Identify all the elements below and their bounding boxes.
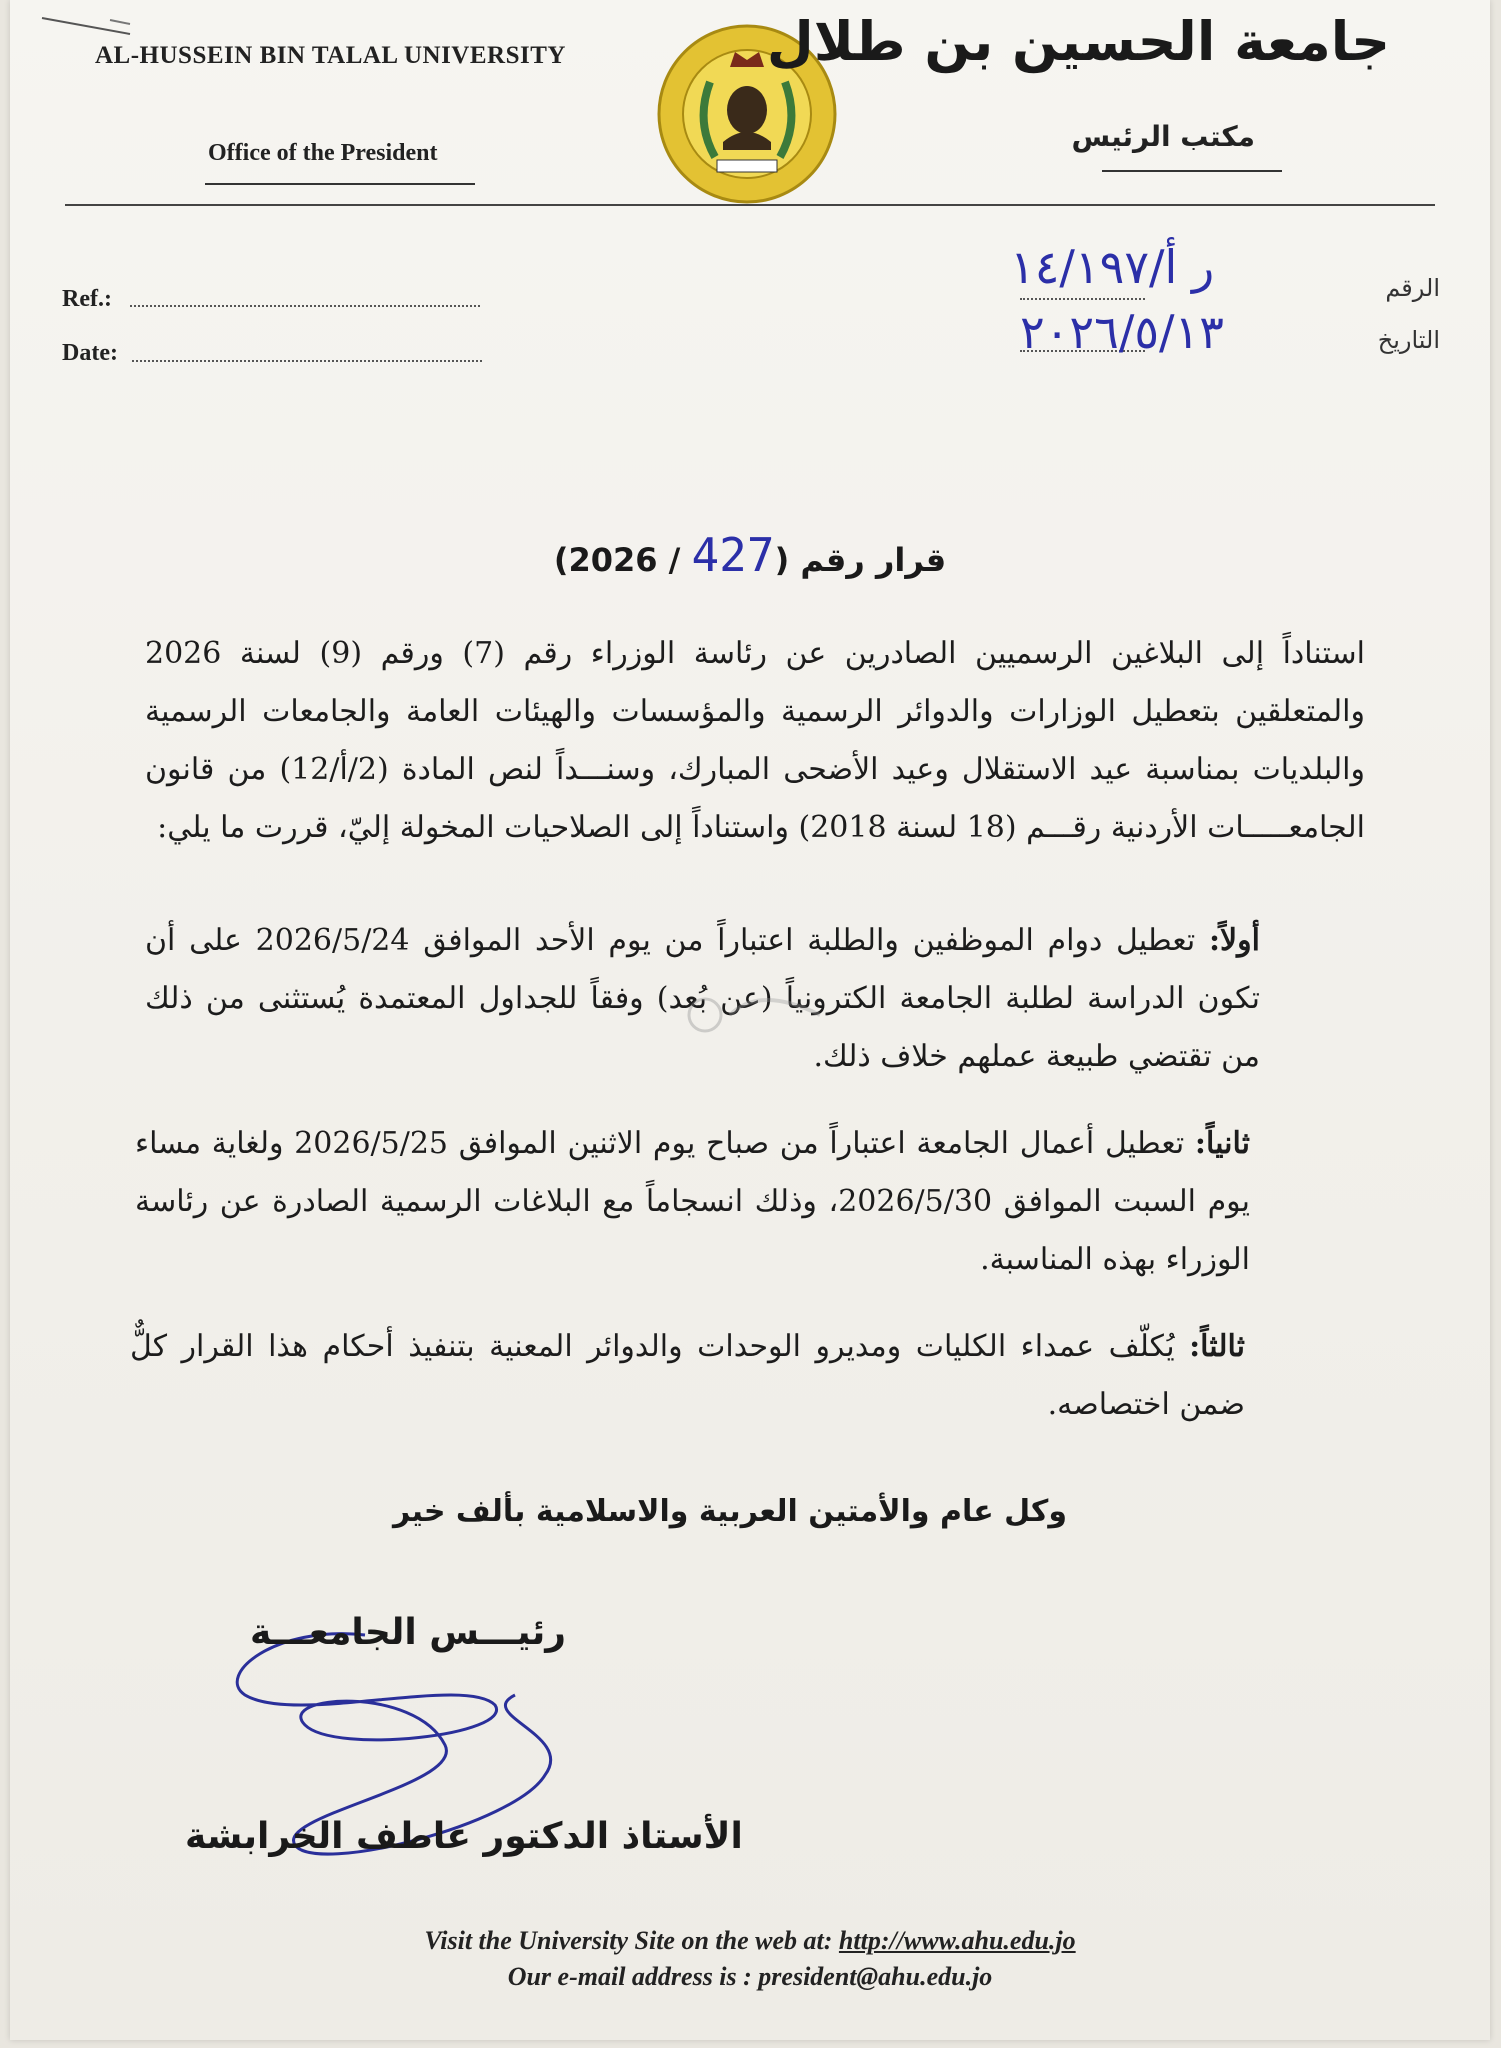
decision-item-2 xyxy=(135,1115,1250,1289)
item-label: ثانياً: xyxy=(1194,1126,1250,1161)
ref-ar-dotted-line xyxy=(1020,298,1145,300)
item-text: تعطيل أعمال الجامعة اعتباراً من صباح يوم الاثنين الموافق 2026/5/25 ولغاية مساء يوم السبت الموافق 2026/5/30، وذلك انسجاماً مع البلاغات الرسمية الصادرة عن رئاسة الوزراء بهذه المناسبة. xyxy=(135,1126,1251,1277)
greeting-line: وكل عام والأمتين العربية والاسلامية بألف خير xyxy=(392,1494,1068,1529)
date-label-ar: التاريخ xyxy=(1377,326,1440,354)
university-name-en: AL-HUSSEIN BIN TALAL UNIVERSITY xyxy=(95,42,566,69)
office-name-en: Office of the President xyxy=(208,140,438,166)
footer-visit-text: Visit the University Site on the web at: xyxy=(424,1926,839,1955)
footer-website xyxy=(10,1926,1490,1956)
ref-dotted-line xyxy=(130,305,480,307)
item-text: تعطيل دوام الموظفين والطلبة اعتباراً من يوم الأحد الموافق 2026/5/24 على أن تكون الدراسة لطلبة الجامعة الكترونياً (عن بُعد) وفقاً للجداول المعتمدة يُستثنى من ذلك من تقتضي طبيعة عملهم خلاف ذلك. xyxy=(145,923,1260,1074)
ref-label-en: Ref.: xyxy=(62,286,112,312)
decision-number: 427 xyxy=(691,528,775,582)
office-name-ar: مكتب الرئيس xyxy=(1071,120,1255,153)
decision-title-suffix: / 2026) xyxy=(553,541,692,579)
date-dotted-line xyxy=(132,360,482,362)
ref-handwritten: ر أ/١٤/١٩٧ xyxy=(1010,240,1215,294)
item-label: أولاً: xyxy=(1208,923,1260,958)
footer-url-link[interactable]: http://www.ahu.edu.jo xyxy=(838,1926,1076,1955)
item-label: ثالثاً: xyxy=(1189,1329,1245,1364)
header-divider xyxy=(65,204,1435,206)
ref-label-ar: الرقم xyxy=(1385,274,1440,302)
office-underline xyxy=(205,183,475,185)
university-name-ar: جامعة الحسين بن طلال xyxy=(766,10,1390,73)
footer-email[interactable]: Our e-mail address is : president@ahu.edu.jo xyxy=(507,1962,993,1991)
signatory-name: الأستاذ الدكتور عاطف الخرابشة xyxy=(185,1816,743,1857)
office-ar-underline xyxy=(1102,170,1282,172)
letter-page xyxy=(10,0,1490,2040)
decision-title xyxy=(10,528,1490,582)
decision-title-prefix: قرار رقم ( xyxy=(774,541,947,579)
date-label-en: Date: xyxy=(62,340,118,366)
signatory-title: رئيـــس الجامعـــة xyxy=(250,1612,566,1653)
staple-icon xyxy=(40,12,135,36)
item-text: يُكلّف عمداء الكليات ومديرو الوحدات والدوائر المعنية بتنفيذ أحكام هذا القرار كلٌّ ضمن اختصاصه. xyxy=(130,1329,1245,1422)
decision-item-3 xyxy=(130,1318,1245,1434)
intro-paragraph: استناداً إلى البلاغين الرسميين الصادرين عن رئاسة الوزراء رقم (7) ورقم (9) لسنة 2026 والمتعلقين بتعطيل الوزارات والدوائر الرسمية والمؤسسات والهيئات العامة والجامعات الرسمية والبلديات بمناسبة عيد الاستقلال وعيد الأضحى المبارك، وسنـــداً لنص المادة (2/أ/12) من قانون الجامعـــــات الأردنية رقـــم (18 لسنة 2018) واستناداً إلى الصلاحيات المخولة إليّ، قررت ما يلي: xyxy=(145,636,1365,845)
date-handwritten: ٢٠٢٦/٥/١٣ xyxy=(1020,305,1224,359)
watermark-icon xyxy=(680,975,830,1065)
